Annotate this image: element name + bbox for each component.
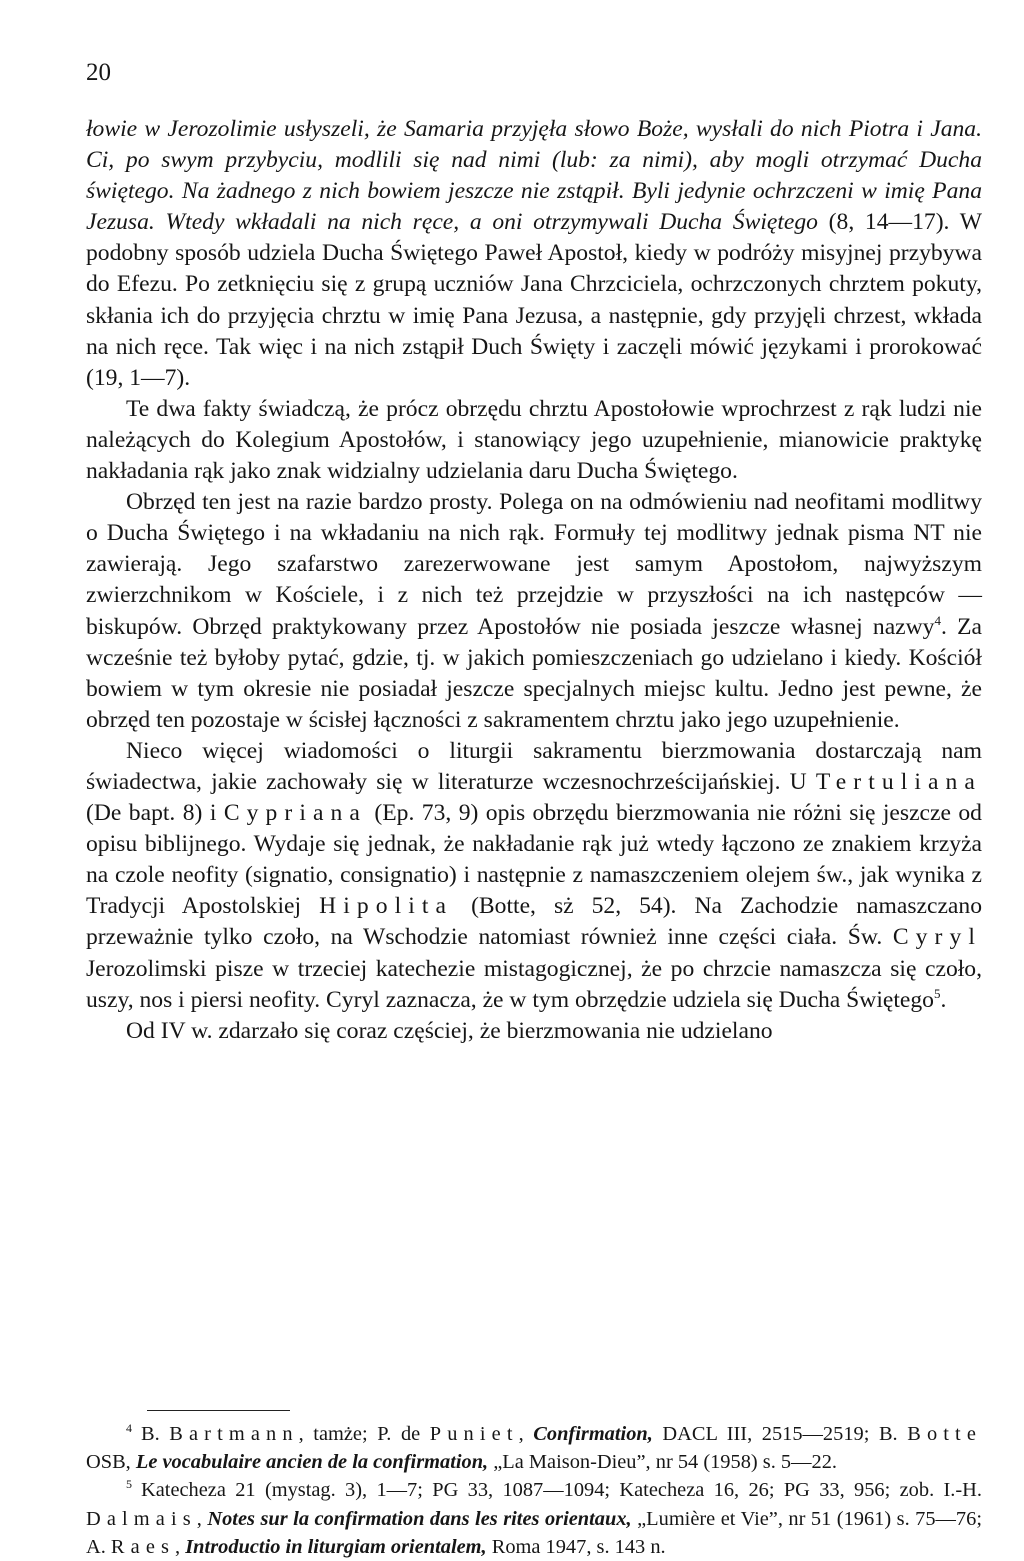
paragraph-4-text-c: (Ep. 73, 9) opis obrzędu bierzmowania nie różni się jeszcze od opisu biblijnego. Wydaje się jednak, że nakładanie rąk już wtedy łączono ze znakiem krzyża na czole neofity (signatio, consignatio) i następnie z namaszczeniem olejem św., jak wynika z Tradycji Apostolskiej	[86, 800, 982, 920]
work-title-vocabulaire: Le vocabulaire ancien de la confirmation,	[135, 1451, 489, 1474]
footnote-5-text-b: ,	[196, 1507, 208, 1530]
footnote-4-text-a: B.	[141, 1423, 170, 1445]
author-cyprian: Cypriana	[223, 800, 367, 827]
footnote-4-text-d: DACL III, 2515—2519; B.	[652, 1423, 908, 1445]
footnote-4-text-e: OSB,	[86, 1451, 136, 1474]
author-puniet: Puniet	[429, 1423, 519, 1445]
paragraph-1	[86, 114, 982, 394]
footnote-ref-5: 5	[933, 985, 941, 1001]
footnote-rule	[147, 1410, 290, 1411]
paragraph-4-text-d: (Botte, sż 52, 54). Na Zachodzie namaszczano przeważnie tylko czoło, na Wschodzie natomiast również inne części ciała. Św.	[86, 893, 982, 951]
footnote-ref-4: 4	[934, 612, 941, 628]
paragraph-1-text: (8, 14—17). W podobny sposób udziela Ducha Świętego Paweł Apostoł, kiedy w podróży misyjnej przybywa do Efezu. Po zetknięciu się z grupą uczniów Jana Chrzciciela, ochrzczonych chrztem pokuty, skłania ich do przyjęcia chrztu w imię Pana Jezusa, a następnie, gdy przyjęli chrzest, wkłada na nich ręce. Tak więc i na nich zstąpił Duch Święty i zaczęli mówić językami i prorokować (19, 1—7).	[86, 209, 982, 391]
paragraph-3	[86, 487, 982, 736]
paragraph-5: Od IV w. zdarzało się coraz częściej, że bierzmowania nie udzielano	[126, 1017, 773, 1044]
page-number: 20	[86, 59, 111, 86]
body-text	[86, 114, 982, 1047]
paragraph-4	[86, 736, 982, 1016]
footnote-4-text-f: „La Maison-Dieu”, nr 54 (1958) s. 5—22.	[488, 1451, 837, 1474]
footnotes	[86, 1420, 982, 1561]
footnote-5	[86, 1476, 982, 1561]
author-tertullian: Tertuliana	[815, 768, 982, 795]
footnote-5-text-d: ,	[175, 1535, 186, 1558]
footnote-4-text-c: ,	[518, 1423, 534, 1445]
footnote-5-text-e: Roma 1947, s. 143 n.	[486, 1535, 666, 1558]
paragraph-4-text-f: .	[940, 986, 947, 1013]
footnote-4-mark: 4	[126, 1421, 132, 1435]
paragraph-4-text-a: Nieco więcej wiadomości o liturgii sakramentu bierzmowania dostarczają nam świadectwa, jakie zachowały się w literaturze wczesnochrześcijańskiej. U	[86, 737, 982, 795]
footnote-4	[86, 1420, 982, 1476]
paragraph-4-text-b: (De bapt. 8) i	[86, 800, 224, 827]
work-title-introductio: Introductio in liturgiam orientalem,	[185, 1535, 487, 1558]
author-botte: Botte	[907, 1423, 982, 1445]
author-cyril: Cyryl	[892, 924, 982, 951]
paragraph-2: Te dwa fakty świadczą, że prócz obrzędu chrztu Apostołowie wprochrzest z rąk ludzi nie należących do Kolegium Apostołów, i stanowiący jego uzupełnienie, mianowicie praktykę nakładania rąk jako znak widzialny udzielania daru Ducha Świętego.	[86, 395, 982, 485]
work-title-notes: Notes sur la confirmation dans les rites orientaux,	[207, 1507, 632, 1530]
footnote-5-text-a: Katecheza 21 (mystag. 3), 1—7; PG 33, 1087—1094; Katecheza 16, 26; PG 33, 956; zob. I.-H.	[141, 1479, 982, 1502]
work-title-confirmation: Confirmation,	[533, 1423, 653, 1445]
paragraph-3-text-b: . Za wcześnie też byłoby pytać, gdzie, tj. w jakich pomieszczeniach go udzielano i kiedy. Kościół bowiem w tym okresie nie posiadał jeszcze specjalnych miejsc kultu. Jedno jest pewne, że obrzęd ten pozostaje w ścisłej łączności z sakramentem chrztu jako jego uzupełnienie.	[86, 613, 982, 733]
author-dalmais: Dalmais	[86, 1507, 197, 1530]
footnote-5-text-c: „Lumière et Vie”, nr 51 (1961) s. 75—76; A.	[86, 1507, 982, 1558]
paragraph-3-text-a: Obrzęd ten jest na razie bardzo prosty. Polega on na odmówieniu nad neofitami modlitwy o Ducha Świętego i na wkładaniu na nich rąk. Formuły tej modlitwy jednak pisma NT nie zawierają. Jego szafarstwo zarezerwowane jest samym Apostołom, najwyższym zwierzchnikom w Kościele, i z nich też przejdzie w przyszłości na ich następców — biskupów. Obrzęd praktykowany przez Apostołów nie posiada jeszcze własnej nazwy	[86, 489, 982, 640]
author-bartmann: Bartmann	[169, 1423, 299, 1445]
author-raes: Raes	[110, 1535, 176, 1558]
paragraph-4-text-e: Jerozolimski pisze w trzeciej katechezie mistagogicznej, że po chrzcie namaszcza się czoło, uszy, nos i piersi neofity. Cyryl zaznacza, że w tym obrzędzie udziela się Ducha Świętego	[86, 955, 982, 1013]
author-hippolytus: Hipolita	[319, 893, 454, 920]
footnote-5-mark: 5	[126, 1477, 132, 1492]
paragraph-1-quote: łowie w Jerozolimie usłyszeli, że Samaria przyjęła słowo Boże, wysłali do nich Piotra i Jana. Ci, po swym przybyciu, modlili się nad nimi (lub: za nimi), aby mogli otrzymać Ducha świętego. Na żadnego z nich bowiem jeszcze nie zstąpił. Byli jedynie ochrzczeni w imię Pana Jezusa. Wtedy wkładali na nich ręce, a oni otrzymywali Ducha Świętego	[86, 116, 982, 236]
footnote-4-text-b: , tamże; P. de	[298, 1423, 430, 1445]
